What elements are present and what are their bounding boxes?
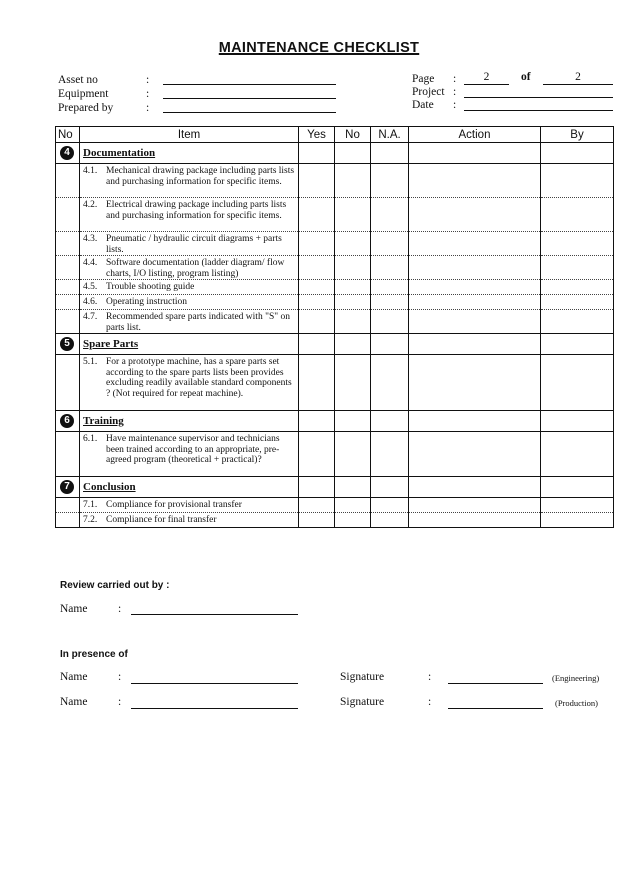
section-title-cell xyxy=(80,334,299,355)
column-header-by: By xyxy=(541,127,614,143)
action-cell[interactable] xyxy=(409,232,541,256)
yes-cell[interactable] xyxy=(299,355,335,411)
no-cell[interactable] xyxy=(335,498,371,513)
action-cell[interactable] xyxy=(409,310,541,334)
item-text: Software documentation (ladder diagram/ flow charts, I/O listing, program listing) xyxy=(106,258,285,279)
section-by-cell xyxy=(541,143,614,164)
table-row xyxy=(56,232,614,256)
no-cell[interactable] xyxy=(335,295,371,310)
by-cell[interactable] xyxy=(541,498,614,513)
yes-cell[interactable] xyxy=(299,295,335,310)
engineering-signature-field[interactable] xyxy=(448,683,543,684)
item-number: 4.2. xyxy=(83,200,98,210)
table-row xyxy=(56,256,614,280)
action-cell[interactable] xyxy=(409,164,541,198)
section-number-cell xyxy=(56,477,80,498)
yes-cell[interactable] xyxy=(299,164,335,198)
yes-cell[interactable] xyxy=(299,513,335,528)
section-na-cell xyxy=(371,334,409,355)
item-number: 5.1. xyxy=(83,357,98,367)
item-cell xyxy=(80,280,299,295)
na-cell[interactable] xyxy=(371,295,409,310)
section-title-cell xyxy=(80,411,299,432)
row-spacer-cell xyxy=(56,498,80,513)
prepared-by-label: Prepared by xyxy=(58,102,114,114)
section-by-cell xyxy=(541,477,614,498)
column-header-no: No xyxy=(56,127,80,143)
engineering-label: (Engineering) xyxy=(552,673,600,683)
colon: : xyxy=(146,74,150,86)
item-text: Trouble shooting guide xyxy=(106,282,195,292)
equipment-field[interactable] xyxy=(163,98,336,99)
page-value: 2 xyxy=(483,71,490,83)
na-cell[interactable] xyxy=(371,232,409,256)
page-field[interactable] xyxy=(464,84,509,85)
no-cell[interactable] xyxy=(335,513,371,528)
row-spacer-cell xyxy=(56,432,80,477)
table-row xyxy=(56,295,614,310)
yes-cell[interactable] xyxy=(299,280,335,295)
action-cell[interactable] xyxy=(409,513,541,528)
table-row xyxy=(56,310,614,334)
action-cell[interactable] xyxy=(409,355,541,411)
section-title: Spare Parts xyxy=(83,338,139,350)
action-cell[interactable] xyxy=(409,432,541,477)
section-title: Conclusion xyxy=(83,481,136,493)
section-no-cell xyxy=(335,334,371,355)
no-cell[interactable] xyxy=(335,232,371,256)
section-action-cell xyxy=(409,477,541,498)
checklist-table xyxy=(55,126,614,528)
section-title-cell xyxy=(80,143,299,164)
item-text: Electrical drawing package including parts lists and purchasing information for specific items. xyxy=(106,200,287,221)
no-cell[interactable] xyxy=(335,164,371,198)
section-na-cell xyxy=(371,411,409,432)
yes-cell[interactable] xyxy=(299,256,335,280)
engineering-name-field[interactable] xyxy=(131,683,298,684)
by-cell[interactable] xyxy=(541,310,614,334)
presence-heading: In presence of xyxy=(60,649,128,660)
section-no-cell xyxy=(335,143,371,164)
item-number: 7.1. xyxy=(83,500,98,510)
item-cell xyxy=(80,295,299,310)
section-number-cell xyxy=(56,411,80,432)
item-cell xyxy=(80,164,299,198)
section-na-cell xyxy=(371,477,409,498)
colon: : xyxy=(453,99,457,111)
section-no-cell xyxy=(335,477,371,498)
row-spacer-cell xyxy=(56,513,80,528)
na-cell[interactable] xyxy=(371,432,409,477)
section-yes-cell xyxy=(299,477,335,498)
item-cell xyxy=(80,355,299,411)
item-text: Pneumatic / hydraulic circuit diagrams + parts lists. xyxy=(106,234,282,255)
colon: : xyxy=(146,88,150,100)
item-number: 4.5. xyxy=(83,282,98,292)
by-cell[interactable] xyxy=(541,295,614,310)
item-cell xyxy=(80,198,299,232)
item-number: 4.7. xyxy=(83,312,98,322)
colon: : xyxy=(118,671,122,683)
no-cell[interactable] xyxy=(335,355,371,411)
table-row xyxy=(56,432,614,477)
item-cell xyxy=(80,498,299,513)
section-row xyxy=(56,411,614,432)
project-label: Project xyxy=(412,86,445,98)
row-spacer-cell xyxy=(56,355,80,411)
na-cell[interactable] xyxy=(371,164,409,198)
review-name-field[interactable] xyxy=(131,614,298,615)
no-cell[interactable] xyxy=(335,256,371,280)
item-number: 4.6. xyxy=(83,297,98,307)
column-header-item: Item xyxy=(80,127,299,143)
action-cell[interactable] xyxy=(409,256,541,280)
section-yes-cell xyxy=(299,143,335,164)
row-spacer-cell xyxy=(56,280,80,295)
na-cell[interactable] xyxy=(371,355,409,411)
colon: : xyxy=(453,86,457,98)
review-heading: Review carried out by : xyxy=(60,580,170,591)
section-title: Documentation xyxy=(83,147,156,159)
section-by-cell xyxy=(541,411,614,432)
item-text: Compliance for final transfer xyxy=(106,515,217,525)
item-cell xyxy=(80,310,299,334)
yes-cell[interactable] xyxy=(299,498,335,513)
yes-cell[interactable] xyxy=(299,198,335,232)
column-header-action: Action xyxy=(409,127,541,143)
na-cell[interactable] xyxy=(371,198,409,232)
section-no-cell xyxy=(335,411,371,432)
colon: : xyxy=(453,73,457,85)
column-header-na: N.A. xyxy=(371,127,409,143)
item-text: Have maintenance supervisor and technicians been trained according to an appropriate, pre-agreed program (theoretical + practical)? xyxy=(106,434,280,465)
production-label: (Production) xyxy=(555,698,598,708)
review-name-label: Name xyxy=(60,603,88,615)
by-cell[interactable] xyxy=(541,513,614,528)
of-value: 2 xyxy=(575,71,581,83)
column-header-yes: Yes xyxy=(299,127,335,143)
section-yes-cell xyxy=(299,411,335,432)
row-spacer-cell xyxy=(56,164,80,198)
no-cell[interactable] xyxy=(335,198,371,232)
presence-name-label: Name xyxy=(60,671,88,683)
production-signature-field[interactable] xyxy=(448,708,543,709)
item-number: 4.4. xyxy=(83,258,98,268)
item-cell xyxy=(80,256,299,280)
prepared-by-field[interactable] xyxy=(163,112,336,113)
of-label: of xyxy=(521,71,531,83)
item-cell xyxy=(80,513,299,528)
section-action-cell xyxy=(409,143,541,164)
na-cell[interactable] xyxy=(371,256,409,280)
section-row xyxy=(56,143,614,164)
item-number: 6.1. xyxy=(83,434,98,444)
row-spacer-cell xyxy=(56,198,80,232)
table-row xyxy=(56,164,614,198)
date-label: Date xyxy=(412,99,434,111)
section-action-cell xyxy=(409,411,541,432)
by-cell[interactable] xyxy=(541,355,614,411)
na-cell[interactable] xyxy=(371,280,409,295)
asset-no-label: Asset no xyxy=(58,74,98,86)
table-row xyxy=(56,513,614,528)
na-cell[interactable] xyxy=(371,513,409,528)
item-number: 4.3. xyxy=(83,234,98,244)
total-pages-field[interactable] xyxy=(543,84,613,85)
colon: : xyxy=(118,696,122,708)
by-cell[interactable] xyxy=(541,280,614,295)
no-cell[interactable] xyxy=(335,310,371,334)
section-number-badge: 5 xyxy=(60,337,74,351)
row-spacer-cell xyxy=(56,232,80,256)
page-label: Page xyxy=(412,73,435,85)
production-name-field[interactable] xyxy=(131,708,298,709)
section-yes-cell xyxy=(299,334,335,355)
project-field[interactable] xyxy=(464,97,613,98)
action-cell[interactable] xyxy=(409,295,541,310)
section-number-badge: 4 xyxy=(60,146,74,160)
section-na-cell xyxy=(371,143,409,164)
section-number-cell xyxy=(56,334,80,355)
item-text: Mechanical drawing package including parts lists and purchasing information for specific items. xyxy=(106,166,295,187)
table-row xyxy=(56,355,614,411)
by-cell[interactable] xyxy=(541,198,614,232)
column-header-no-answer: No xyxy=(335,127,371,143)
item-cell xyxy=(80,432,299,477)
table-header-row xyxy=(56,127,614,143)
by-cell[interactable] xyxy=(541,256,614,280)
colon: : xyxy=(428,671,432,683)
colon: : xyxy=(118,603,122,615)
section-number-cell xyxy=(56,143,80,164)
item-number: 4.1. xyxy=(83,166,98,176)
no-cell[interactable] xyxy=(335,432,371,477)
item-text: Compliance for provisional transfer xyxy=(106,500,242,510)
yes-cell[interactable] xyxy=(299,432,335,477)
item-cell xyxy=(80,232,299,256)
section-number-badge: 6 xyxy=(60,414,74,428)
item-text: Recommended spare parts indicated with "S" on parts list. xyxy=(106,312,290,333)
section-row xyxy=(56,334,614,355)
section-action-cell xyxy=(409,334,541,355)
action-cell[interactable] xyxy=(409,498,541,513)
item-text: Operating instruction xyxy=(106,297,187,307)
presence-name-label: Name xyxy=(60,696,88,708)
section-row xyxy=(56,477,614,498)
section-by-cell xyxy=(541,334,614,355)
row-spacer-cell xyxy=(56,295,80,310)
row-spacer-cell xyxy=(56,256,80,280)
by-cell[interactable] xyxy=(541,232,614,256)
na-cell[interactable] xyxy=(371,310,409,334)
row-spacer-cell xyxy=(56,310,80,334)
asset-no-field[interactable] xyxy=(163,84,336,85)
by-cell[interactable] xyxy=(541,164,614,198)
yes-cell[interactable] xyxy=(299,232,335,256)
equipment-label: Equipment xyxy=(58,88,109,100)
item-text: For a prototype machine, has a spare parts set according to the spare parts lists been provides excluding readily available standard components ? (Not required for repeat machine). xyxy=(106,357,292,399)
by-cell[interactable] xyxy=(541,432,614,477)
table-row xyxy=(56,198,614,232)
signature-label: Signature xyxy=(340,671,385,683)
page-title: MAINTENANCE CHECKLIST xyxy=(218,40,420,56)
section-number-badge: 7 xyxy=(60,480,74,494)
section-title-cell xyxy=(80,477,299,498)
colon: : xyxy=(146,102,150,114)
date-field[interactable] xyxy=(464,110,613,111)
item-number: 7.2. xyxy=(83,515,98,525)
signature-label: Signature xyxy=(340,696,385,708)
section-title: Training xyxy=(83,415,124,427)
action-cell[interactable] xyxy=(409,280,541,295)
no-cell[interactable] xyxy=(335,280,371,295)
colon: : xyxy=(428,696,432,708)
action-cell[interactable] xyxy=(409,198,541,232)
yes-cell[interactable] xyxy=(299,310,335,334)
table-row xyxy=(56,498,614,513)
table-row xyxy=(56,280,614,295)
na-cell[interactable] xyxy=(371,498,409,513)
